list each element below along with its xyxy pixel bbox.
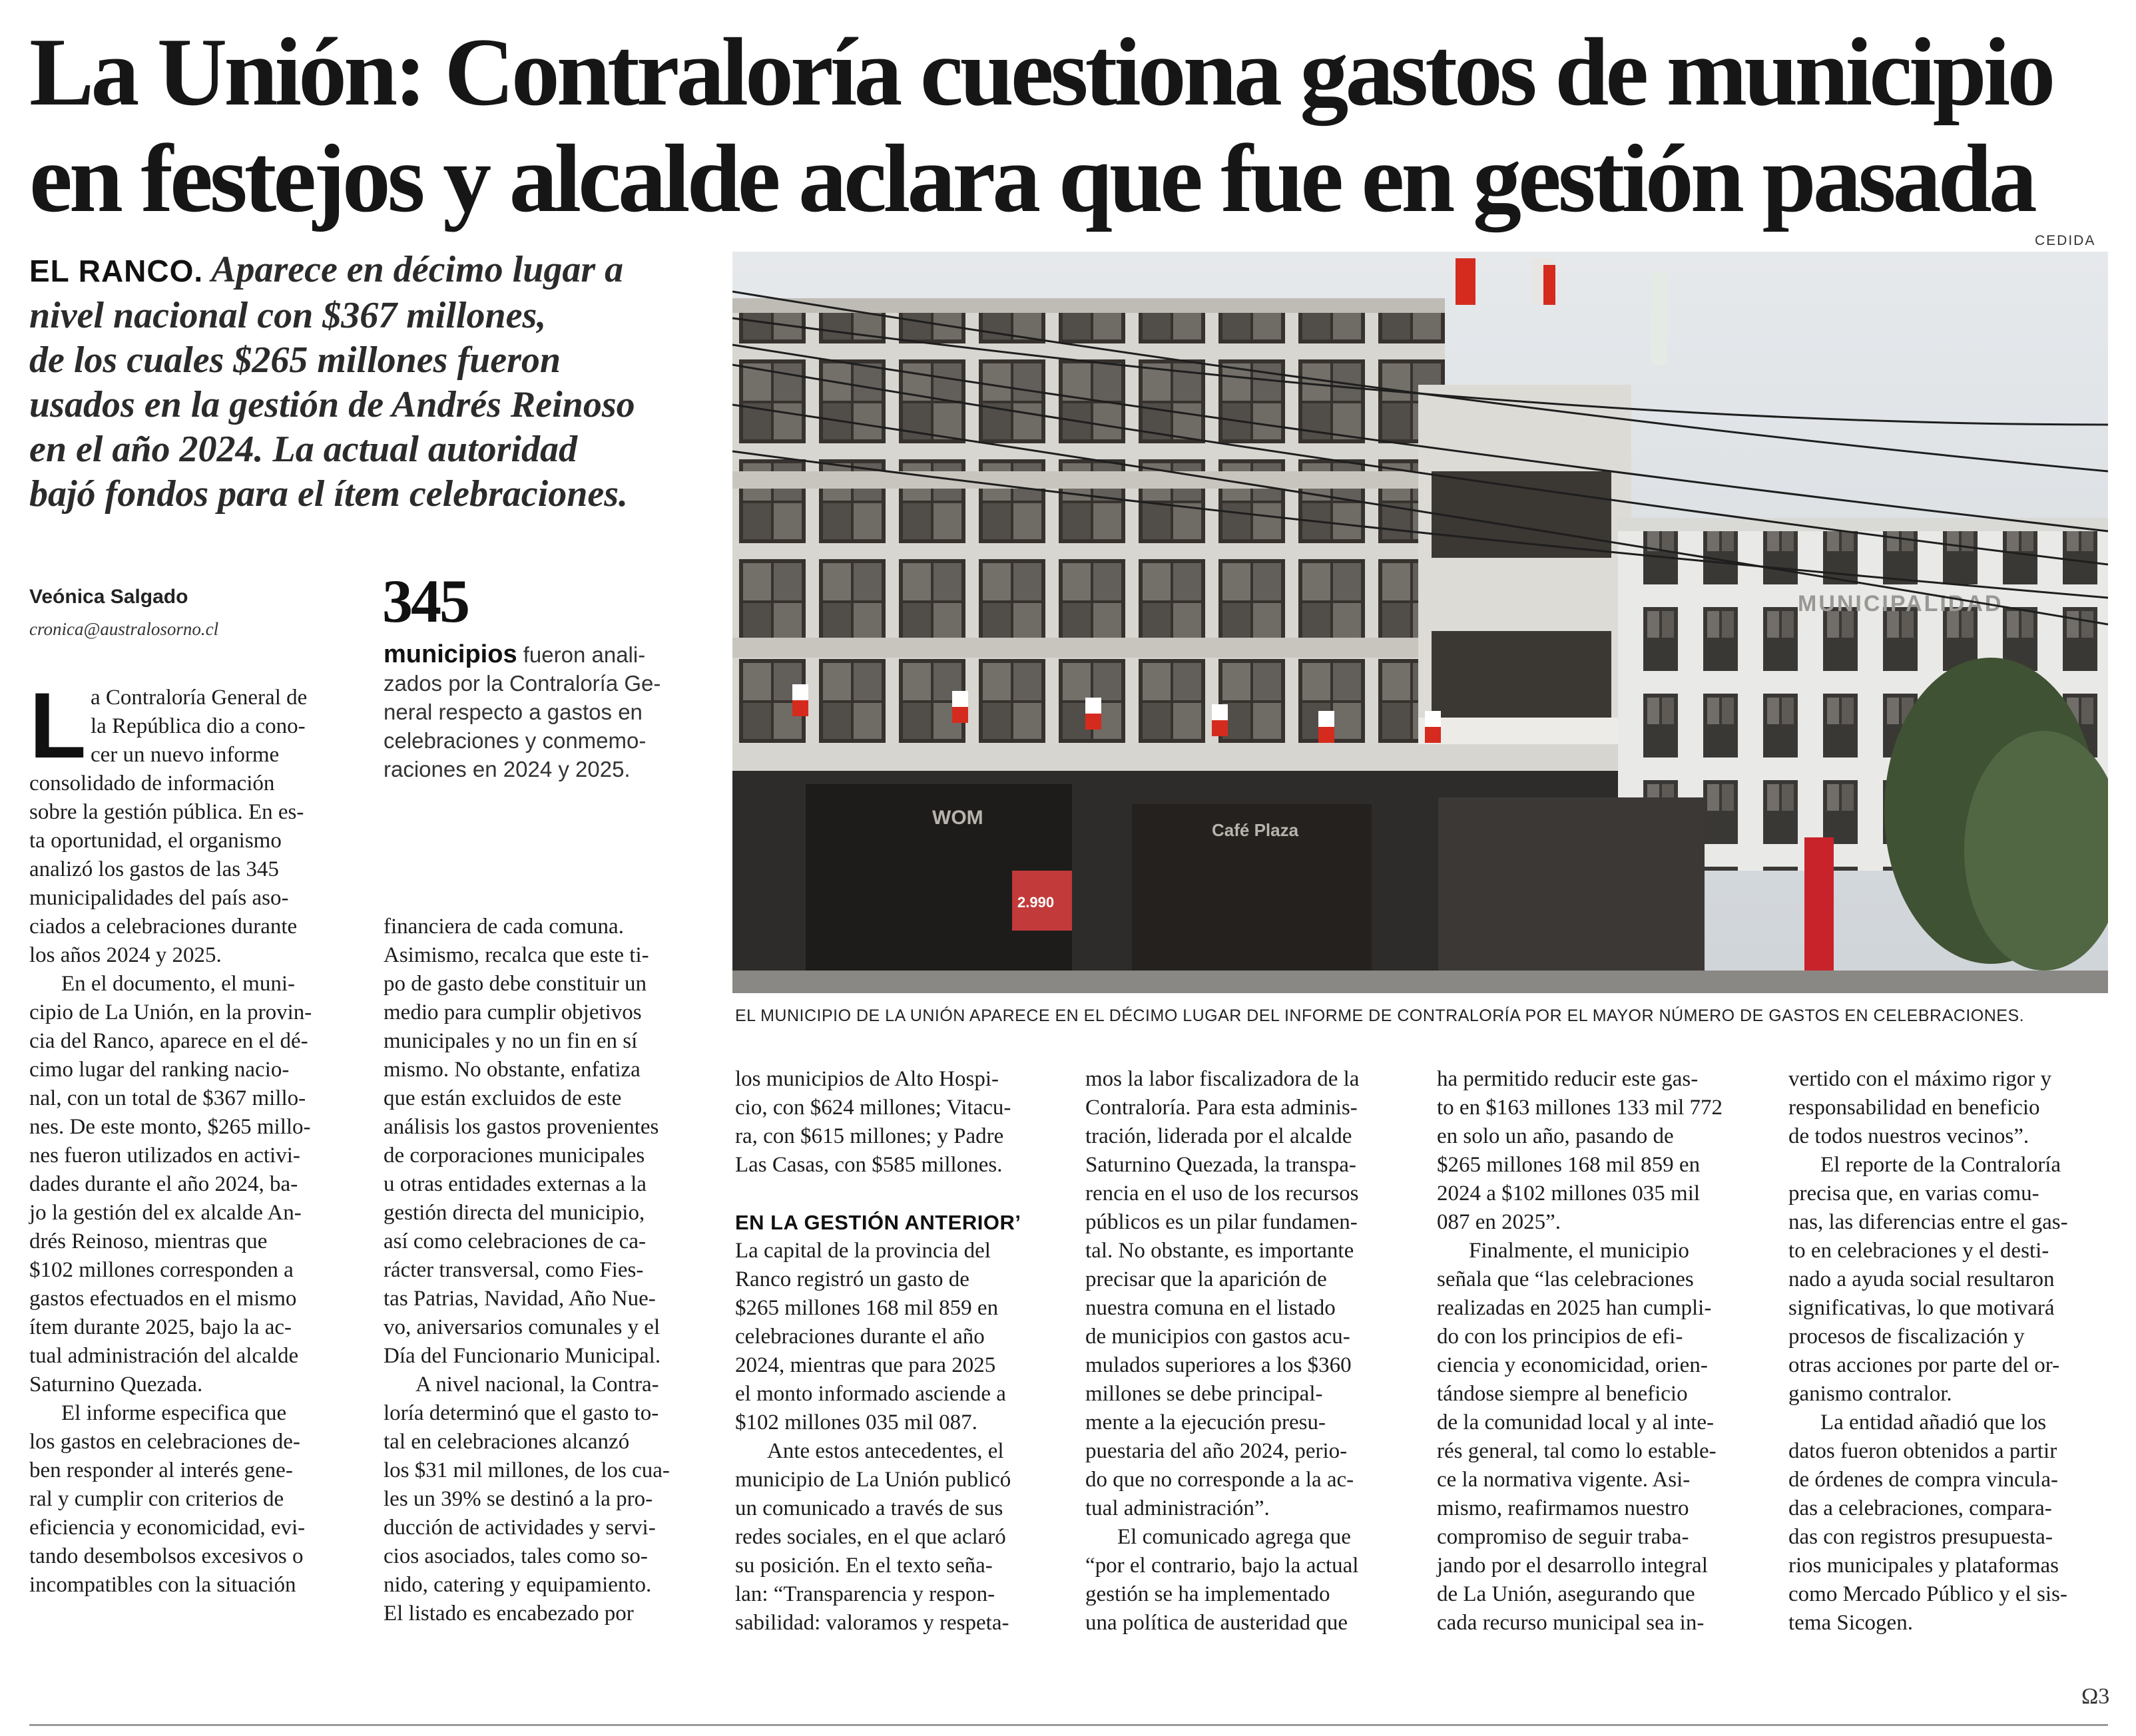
body-line: El listado es encabezado por [384,1602,634,1626]
body-line: que están excluidos de este [384,1086,622,1110]
body-line: rácter transversal, como Fies- [384,1258,644,1282]
body-line: vo, aniversarios comunales y el [384,1315,661,1339]
body-line: Día del Funcionario Municipal. [384,1344,661,1368]
body-line: ítem durante 2025, bajo la ac- [29,1315,292,1339]
fact-strong: municipios [384,640,517,668]
lead-kicker: EL RANCO. [29,254,204,288]
body-line: les un 39% se destinó a la pro- [384,1487,653,1511]
body-line: En el documento, el muni- [61,972,295,996]
body-line: los $31 mil millones, de los cua- [384,1458,670,1482]
body-line: los gastos en celebraciones de- [29,1430,300,1454]
body-line: tal en celebraciones alcanzó [384,1430,630,1454]
body-line: responsabilidad en beneficio [1788,1096,2040,1120]
fact-number: 345 [382,567,468,635]
body-line: análisis los gastos provenientes [384,1115,659,1139]
dropcap: L [29,673,87,777]
body-line: consolidado de información [29,771,275,795]
body-column-2 [384,913,703,1628]
body-line: Saturnino Quezada. [29,1373,203,1397]
body-line: 2024 a $102 millones 035 mil [1437,1182,1701,1205]
body-line: nido, catering y equipamiento. [384,1573,652,1597]
body-column-6 [1788,1065,2108,1637]
lead-line: Aparece en décimo lugar a [211,249,624,290]
body-line: rencia en el uso de los recursos [1085,1182,1359,1205]
body-line: tual administración”. [1085,1496,1270,1520]
body-line: ben responder al interés gene- [29,1458,293,1482]
body-line: do que no corresponde a la ac- [1085,1468,1354,1492]
bottom-rule [29,1724,2108,1726]
body-line: de órdenes de compra vincula- [1788,1468,2058,1492]
body-line: La capital de la provincia del [735,1239,991,1263]
fact-line: celebraciones y conmemo- [384,728,647,753]
body-line: de La Unión, asegurando que [1437,1582,1695,1606]
body-line: nuestra comuna en el listado [1085,1296,1336,1320]
body-line: ce la normativa vigente. Asi- [1437,1468,1691,1492]
body-line: nes fueron utilizados en activi- [29,1144,300,1168]
body-line: precisar que la aparición de [1085,1267,1327,1291]
body-line: to en celebraciones y el desti- [1788,1239,2049,1263]
body-line: municipalidades del país aso- [29,886,289,910]
body-line: en solo un año, pasando de [1437,1124,1674,1148]
body-line: dades durante el año 2024, ba- [29,1172,298,1196]
body-line: 087 en 2025”. [1437,1210,1561,1234]
body-line: gastos efectuados en el mismo [29,1287,297,1311]
body-line: compromiso de seguir traba- [1437,1525,1689,1549]
body-line: municipales y no un fin en sí [384,1029,638,1053]
body-line: un comunicado a través de sus [735,1496,1003,1520]
body-line: tas Patrias, Navidad, Año Nue- [384,1287,656,1311]
body-line: mente a la ejecución presu- [1085,1410,1326,1434]
body-line: to en $163 millones 133 mil 772 [1437,1096,1723,1120]
body-line: de municipios con gastos acu- [1085,1325,1350,1349]
body-column-4 [1085,1065,1405,1637]
byline-email[interactable]: cronica@australosorno.cl [29,619,219,639]
body-line: tración, liderada por el alcalde [1085,1124,1352,1148]
body-line: po de gasto debe constituir un [384,972,647,996]
body-line: ciencia y economicidad, orien- [1437,1353,1708,1377]
body-line: nas, las diferencias entre el gas- [1788,1210,2068,1234]
fact-box [384,640,703,783]
body-line: $102 millones corresponden a [29,1258,294,1282]
body-line: señala que “las celebraciones [1437,1267,1694,1291]
body-line: mismo. No obstante, enfatiza [384,1058,641,1082]
body-line: mismo, reafirmamos nuestro [1437,1496,1689,1520]
body-line: los municipios de Alto Hospi- [735,1067,999,1091]
body-line: eficiencia y economicidad, evi- [29,1516,306,1540]
body-line: lan: “Transparencia y respon- [735,1582,995,1606]
body-line: cio, con $624 millones; Vitacu- [735,1096,1011,1120]
body-line: La entidad añadió que los [1820,1410,2047,1434]
body-line: nado a ayuda social resultaron [1788,1267,2055,1291]
body-line: una política de austeridad que [1085,1611,1348,1635]
body-line: analizó los gastos de las 345 [29,857,279,881]
photo-caption: EL MUNICIPIO DE LA UNIÓN APARECE EN EL DÉCIMO LUGAR DEL INFORME DE CONTRALORÍA POR EL MAYOR NÚMERO DE GASTOS EN CELEBRACIONES. [735,1006,2025,1025]
body-line: mulados superiores a los $360 [1085,1353,1352,1377]
body-line: realizadas en 2025 han cumpli- [1437,1296,1712,1320]
store-sign-cafe: Café Plaza [1212,820,1299,840]
body-line: u otras entidades externas a la [384,1172,647,1196]
body-column-5 [1437,1065,1756,1637]
body-line: Saturnino Quezada, la transpa- [1085,1153,1356,1177]
body-line: el monto informado asciende a [735,1382,1006,1406]
body-line: municipio de La Unión publicó [735,1468,1011,1492]
body-line: sabilidad: valoramos y respeta- [735,1611,1009,1635]
fact-line: zados por la Contraloría Ge- [384,671,661,696]
body-line: tual administración del alcalde [29,1344,299,1368]
body-line: jando por el desarrollo integral [1437,1554,1708,1578]
body-line: millones se debe principal- [1085,1382,1323,1406]
body-line: ra, con $615 millones; y Padre [735,1124,1004,1148]
body-line: cer un nuevo informe [91,743,280,767]
body-line: otras acciones por parte del or- [1788,1353,2060,1377]
body-line: medio para cumplir objetivos [384,1000,642,1024]
photo-credit: CEDIDA [2035,233,2096,248]
body-line: Ranco registró un gasto de [735,1267,969,1291]
body-line: ral y cumplir con criterios de [29,1487,284,1511]
body-line: ha permitido reducir este gas- [1437,1067,1699,1091]
body-line: loría determinó que el gasto to- [384,1401,659,1425]
fact-line: neral respecto a gastos en [384,700,643,724]
body-line: do con los principios de efi- [1437,1325,1683,1349]
body-line: públicos es un pilar fundamen- [1085,1210,1358,1234]
body-line: redes sociales, en el que aclaró [735,1525,1006,1549]
headline-line: La Unión: Contraloría cuestiona gastos de municipio [29,18,2053,126]
lead-line: en el año 2024. La actual autoridad [29,429,577,470]
fact-line: raciones en 2024 y 2025. [384,757,631,781]
facade-sign: MUNICIPALIDAD [1798,591,2003,616]
body-line: ganismo contralor. [1788,1382,1952,1406]
body-line: así como celebraciones de ca- [384,1229,646,1253]
body-line: incompatibles con la situación [29,1573,296,1597]
municipal-building-photo [732,252,2108,993]
body-line: El informe especifica que [61,1401,287,1425]
headline-line: en festejos y alcalde aclara que fue en gestión pasada [29,124,2034,232]
body-line: ducción de actividades y servi- [384,1516,656,1540]
body-line: El comunicado agrega que [1117,1525,1351,1549]
lead-line: bajó fondos para el ítem celebraciones. [29,473,629,515]
end-mark: Ω3 [2081,1684,2110,1709]
body-line: vertido con el máximo rigor y [1788,1067,2051,1091]
body-line: Las Casas, con $585 millones. [735,1153,1003,1177]
body-line: celebraciones durante el año [735,1325,985,1349]
lead-line: nivel nacional con $367 millones, [29,295,547,336]
body-line: de corporaciones municipales [384,1144,645,1168]
body-column-3 [735,1065,1055,1637]
body-line: como Mercado Público y el sis- [1788,1582,2067,1606]
body-line: cios asociados, tales como so- [384,1544,648,1568]
body-line: tal. No obstante, es importante [1085,1239,1354,1263]
body-line: puestaria del año 2024, perio- [1085,1439,1348,1463]
body-line: cimo lugar del ranking nacio- [29,1058,290,1082]
body-line: significativas, lo que motivará [1788,1296,2055,1320]
body-line: tando desembolsos excesivos o [29,1544,304,1568]
body-line: A nivel nacional, la Contra- [415,1373,659,1397]
body-line [735,1180,1055,1208]
body-line: mos la labor fiscalizadora de la [1085,1067,1360,1091]
body-line: nal, con un total de $367 millo- [29,1086,306,1110]
body-line: precisa que, en varias comu- [1788,1182,2039,1205]
body-line: Ante estos antecedentes, el [767,1439,1004,1463]
body-line: rés general, tal como lo estable- [1437,1439,1717,1463]
subheading: EN LA GESTIÓN ANTERIOR’ [735,1211,1021,1234]
body-line: ta oportunidad, el organismo [29,829,282,853]
body-line: cipio de La Unión, en la provin- [29,1000,312,1024]
body-line: de todos nuestros vecinos”. [1788,1124,2029,1148]
body-line: su posición. En el texto seña- [735,1554,993,1578]
lead-line: de los cuales $265 millones fueron [29,339,561,381]
body-line: financiera de cada comuna. [384,915,624,939]
body-line: Finalmente, el municipio [1469,1239,1689,1263]
body-line: das a celebraciones, compara- [1788,1496,2052,1520]
body-line: gestión directa del municipio, [384,1201,645,1225]
body-line: gestión se ha implementado [1085,1582,1330,1606]
body-line: Contraloría. Para esta adminis- [1085,1096,1358,1120]
lead-line: usados en la gestión de Andrés Reinoso [29,384,635,425]
lead-deck [29,248,702,517]
body-line: procesos de fiscalización y [1788,1325,2025,1349]
body-column-1 [29,684,349,1600]
body-line: tándose siempre al beneficio [1437,1382,1688,1406]
body-line: tema Sicogen. [1788,1611,1913,1635]
body-line: jo la gestión del ex alcalde An- [29,1201,302,1225]
headline [29,19,2113,232]
body-line: los años 2024 y 2025. [29,943,222,967]
body-line: rios municipales y plataformas [1788,1554,2059,1578]
fact-line: fueron anali- [523,642,646,667]
body-line: la República dio a cono- [91,714,306,738]
price-sign: 2.990 [1017,894,1055,911]
byline-author: Veónica Salgado [29,586,188,608]
body-line: drés Reinoso, mientras que [29,1229,268,1253]
body-line: ciados a celebraciones durante [29,915,298,939]
body-line: das con registros presupuesta- [1788,1525,2053,1549]
body-line: $102 millones 035 mil 087. [735,1410,977,1434]
body-line: cada recurso municipal sea in- [1437,1611,1705,1635]
body-line: de la comunidad local y al inte- [1437,1410,1715,1434]
store-sign-wom: WOM [932,807,983,829]
body-line: nes. De este monto, $265 millo- [29,1115,311,1139]
body-line: 2024, mientras que para 2025 [735,1353,996,1377]
body-line: $265 millones 168 mil 859 en [1437,1153,1701,1177]
body-line: datos fueron obtenidos a partir [1788,1439,2057,1463]
body-line: El reporte de la Contraloría [1820,1153,2061,1177]
body-line: $265 millones 168 mil 859 en [735,1296,999,1320]
body-line: cia del Ranco, aparece en el dé- [29,1029,308,1053]
body-line: “por el contrario, bajo la actual [1085,1554,1359,1578]
body-line: a Contraloría General de [91,686,308,710]
body-line: Asimismo, recalca que este ti- [384,943,649,967]
body-line: sobre la gestión pública. En es- [29,800,304,824]
